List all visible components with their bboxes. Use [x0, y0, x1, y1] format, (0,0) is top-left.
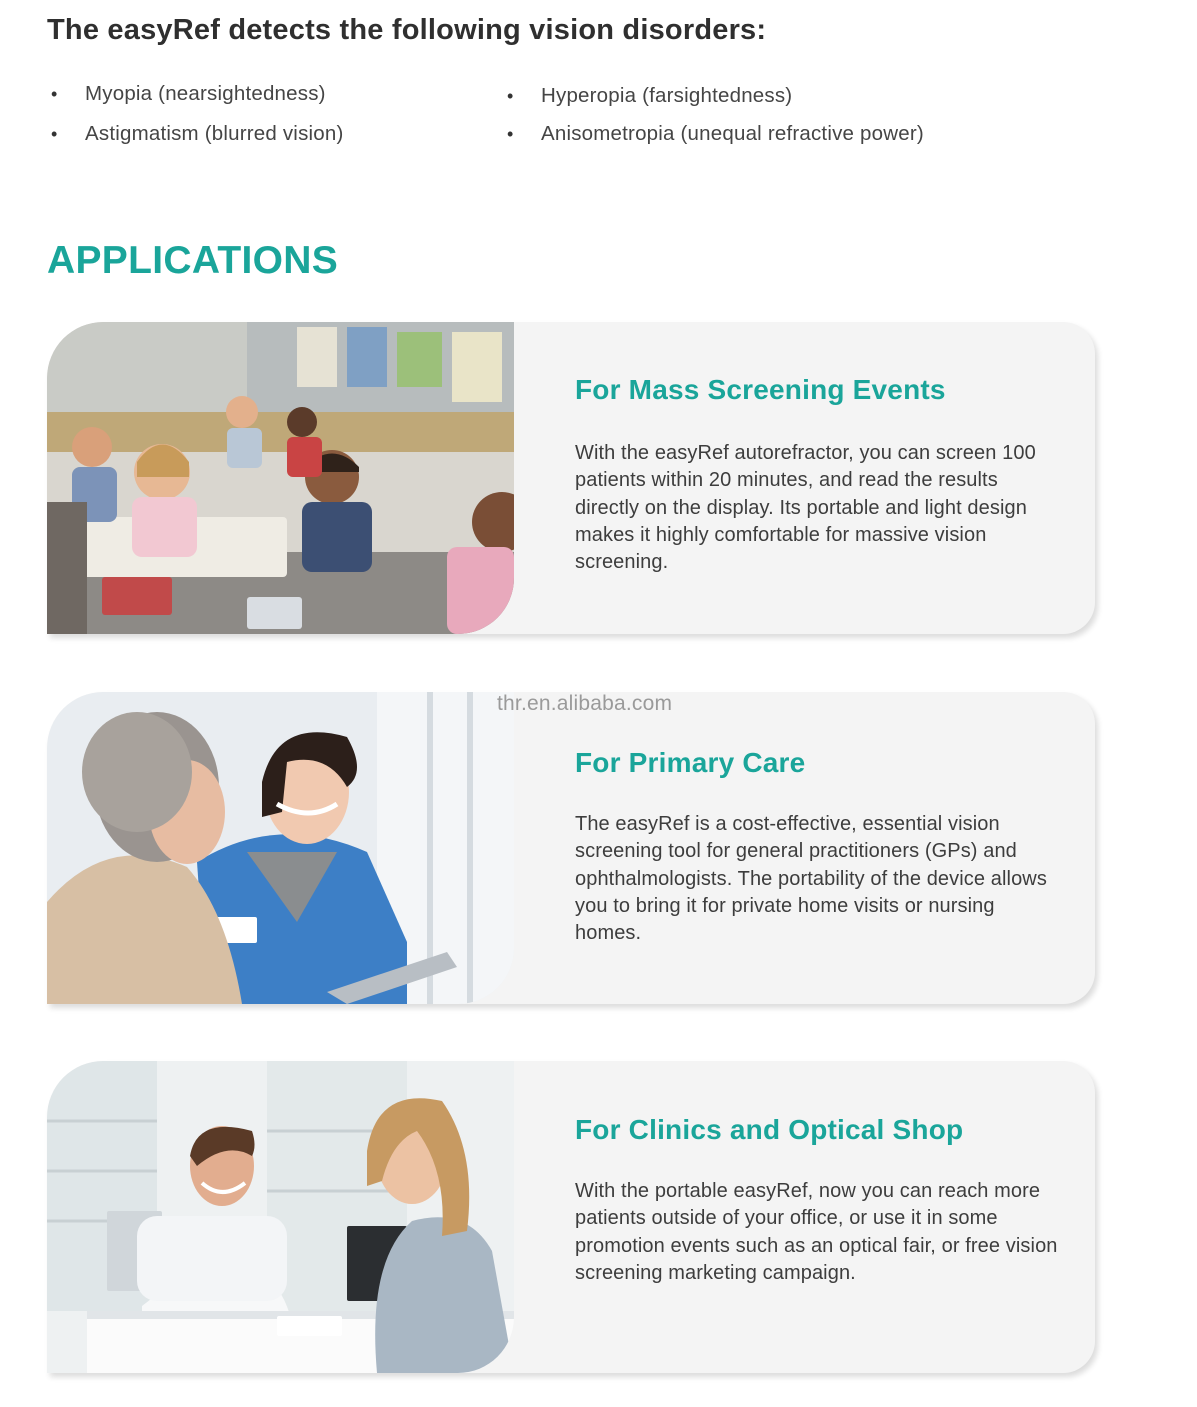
- primary-care-photo: [47, 692, 514, 1004]
- card-title: For Clinics and Optical Shop: [575, 1114, 964, 1145]
- disorder-label: Astigmatism (blurred vision): [85, 122, 344, 145]
- disorders-list: [47, 80, 1047, 148]
- bullet-icon: •: [51, 124, 58, 144]
- card-title: For Mass Screening Events: [575, 374, 946, 405]
- disorder-item: [47, 120, 503, 148]
- optical-shop-photo: [47, 1061, 514, 1373]
- card-description: With the easyRef autorefractor, you can screen 100 patients within 20 minutes, and read the results directly on the display. Its portable and light design makes it highly comfortable for massive vision screening.: [575, 442, 1036, 574]
- card-description: With the portable easyRef, now you can reach more patients outside of your office, or use it in some promotion events such as an optical fair, or free vision screening marketing campaign.: [575, 1180, 1058, 1284]
- bullet-icon: •: [507, 124, 514, 144]
- disorder-item: [47, 80, 503, 108]
- card-description: The easyRef is a cost-effective, essential vision screening tool for general practitioners (GPs) and ophthalmologists. The portability of the device allows you to bring it for private home visits or nursing homes.: [575, 813, 1047, 945]
- bullet-icon: •: [507, 86, 514, 106]
- classroom-photo: [47, 322, 514, 634]
- disorder-label: Hyperopia (farsightedness): [541, 84, 793, 107]
- disorder-label: Anisometropia (unequal refractive power): [541, 122, 924, 145]
- applications-heading: APPLICATIONS: [47, 239, 339, 282]
- application-card-mass-screening: [47, 322, 1095, 634]
- card-title: For Primary Care: [575, 747, 806, 778]
- disorder-label: Myopia (nearsightedness): [85, 82, 326, 105]
- application-card-primary-care: [47, 692, 1095, 1004]
- bullet-icon: •: [51, 84, 58, 104]
- application-card-clinics-optical: [47, 1061, 1095, 1373]
- disorder-item: [503, 82, 1003, 110]
- disorder-item: [503, 120, 1003, 148]
- intro-title: The easyRef detects the following vision disorders:: [47, 14, 767, 46]
- watermark: thr.en.alibaba.com: [497, 692, 673, 715]
